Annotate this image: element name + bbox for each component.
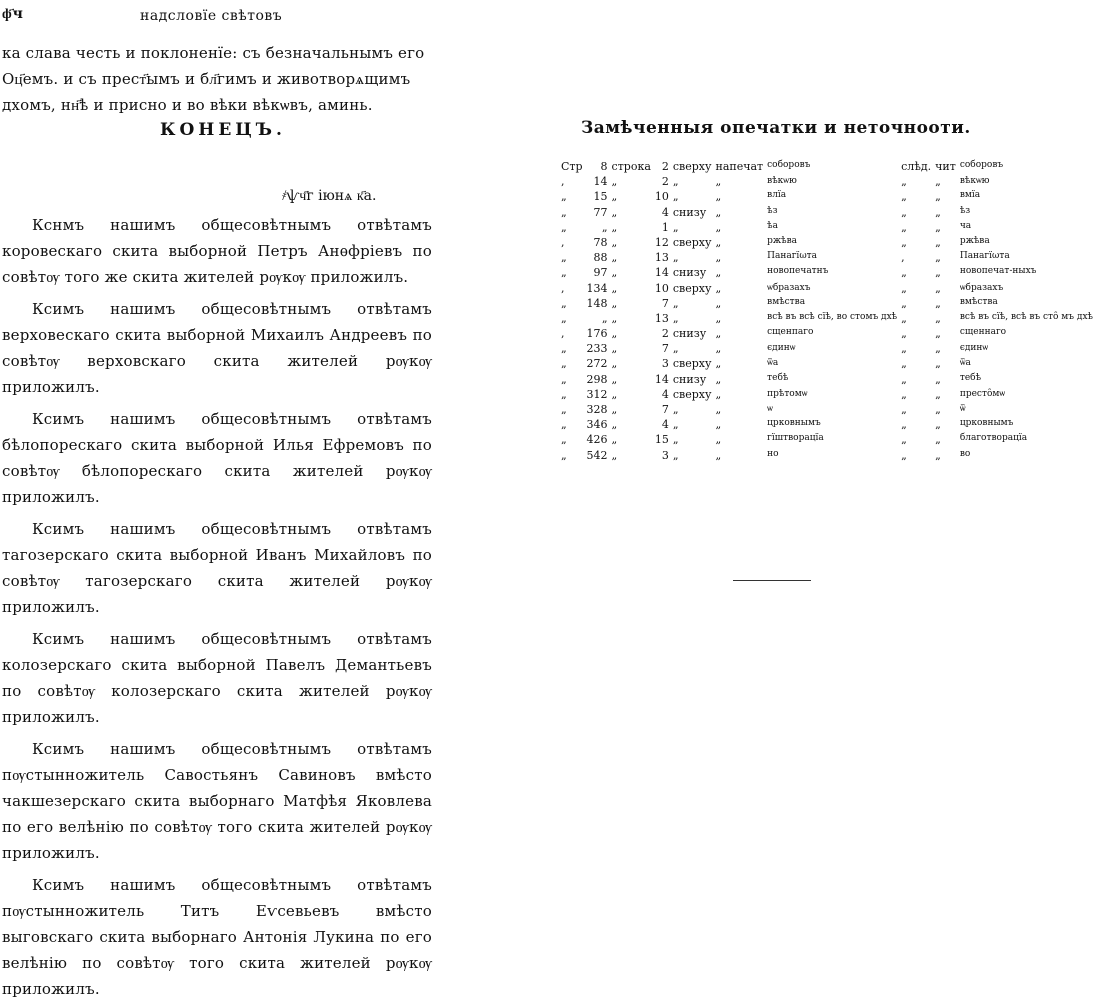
errata-cell: „ <box>672 311 679 325</box>
errata-cell: „ <box>715 175 722 189</box>
errata-cell: 13 <box>654 251 669 265</box>
errata-cell: „ <box>935 235 941 249</box>
errata-cell: влїа <box>767 190 787 201</box>
errata-cell: , <box>561 327 565 341</box>
errata-cell: престо̑мѡ <box>959 388 1006 399</box>
errata-cell: снизу <box>672 205 707 219</box>
errata-cell: 8 <box>600 160 608 173</box>
errata-cell: сверху <box>672 235 712 249</box>
errata-cell: гїштворацїа <box>767 433 824 444</box>
errata-cell: „ <box>611 205 618 219</box>
errata-cell: „ <box>715 327 722 341</box>
errata-cell: „ <box>935 281 941 295</box>
errata-cell: 12 <box>654 235 669 249</box>
errata-row <box>559 312 1095 327</box>
errata-cell: „ <box>935 372 941 386</box>
errata-cell: „ <box>672 433 679 447</box>
closing-doxology: ка слава честь и поклоненїе: съ безначальнымъ его Оц҃емъ. и съ прест҃ымъ и бл҃гимъ и животворѧщимъ дхомъ, нн҃ѣ и присно и во вѣки вѣкѡвъ, аминь. <box>2 44 425 114</box>
finis-heading: КОНЕЦЪ. <box>160 120 286 140</box>
errata-cell: 272 <box>586 357 608 371</box>
errata-cell: „ <box>611 251 618 265</box>
errata-cell: „ <box>561 190 567 204</box>
errata-cell: 77 <box>593 205 608 219</box>
errata-cell: новопечат-ныхъ <box>959 266 1037 277</box>
errata-cell: „ <box>935 251 941 265</box>
errata-cell: „ <box>672 296 679 310</box>
errata-cell: „ <box>611 281 618 295</box>
attestation-paragraph: Ксимъ нашимъ общесовѣтнымъ отвѣтамъ пѹстынножитель Савостьянъ Савиновъ вмѣсто чакшезерскаго скита выборнаго Матфѣя Яковлева по его велѣнію по совѣтѹ того скита жителей рѹкѹ приложилъ. <box>2 740 432 862</box>
errata-cell: чит <box>935 160 956 173</box>
errata-cell: „ <box>715 418 722 432</box>
errata-cell: „ <box>611 235 618 249</box>
errata-cell: „ <box>935 387 941 401</box>
errata-cell: строка <box>611 160 651 173</box>
errata-cell: „ <box>561 251 567 265</box>
errata-cell: „ <box>935 205 941 219</box>
errata-cell: „ <box>561 311 567 325</box>
errata-cell: „ <box>935 311 941 325</box>
errata-cell: сверху <box>672 357 712 371</box>
errata-cell: 346 <box>586 418 608 432</box>
errata-cell: 88 <box>593 251 608 265</box>
errata-cell: „ <box>935 327 941 341</box>
errata-cell: „ <box>901 266 907 280</box>
errata-cell: „ <box>561 448 567 462</box>
errata-cell: тебѣ <box>959 372 981 383</box>
errata-cell: „ <box>901 357 907 371</box>
errata-cell: 15 <box>593 190 608 204</box>
errata-cell: 1 <box>661 220 669 234</box>
errata-cell: „ <box>715 205 722 219</box>
errata-cell: снизу <box>672 372 707 386</box>
errata-cell: ржѣва <box>767 235 798 246</box>
errata-cell: „ <box>935 448 941 462</box>
errata-cell: 176 <box>586 327 608 341</box>
errata-cell: црковнымъ <box>767 418 821 429</box>
errata-cell: „ <box>611 357 618 371</box>
errata-cell: , <box>901 251 905 265</box>
errata-cell: 7 <box>661 296 669 310</box>
errata-cell: 4 <box>661 418 669 432</box>
errata-cell: „ <box>715 448 722 462</box>
errata-cell: ѡ <box>767 404 773 414</box>
errata-cell: „ <box>901 387 907 401</box>
errata-cell: 97 <box>593 266 608 280</box>
errata-cell: 15 <box>654 433 669 447</box>
errata-cell: „ <box>611 372 618 386</box>
errata-cell: 2 <box>661 175 669 189</box>
errata-cell: ѣа <box>767 220 778 231</box>
errata-cell: „ <box>611 342 618 356</box>
errata-cell: Панагїωта <box>767 251 817 262</box>
errata-cell: 10 <box>654 190 669 204</box>
errata-cell: 10 <box>654 281 669 295</box>
right-page <box>555 0 1093 753</box>
errata-cell: ѡбразахъ <box>767 282 811 293</box>
errata-row <box>559 403 1095 418</box>
errata-cell: „ <box>715 296 722 310</box>
errata-cell: „ <box>672 251 679 265</box>
errata-cell: всѣ въ всѣ сїѣ, во стомъ дхѣ <box>767 311 898 322</box>
folio-number: ф҃ч <box>2 6 24 22</box>
errata-row <box>559 221 1095 236</box>
errata-cell: „ <box>561 220 567 234</box>
errata-row <box>559 236 1095 251</box>
errata-cell: ѿ <box>959 404 966 414</box>
errata-cell: „ <box>935 342 941 356</box>
errata-cell: „ <box>715 357 722 371</box>
attestation-paragraph: Ксимъ нашимъ общесовѣтнымъ отвѣтамъ верховескаго скита выборной Михаилъ Андреевъ по совѣтѹ верховскаго скита жителей рѹкѹ приложилъ. <box>2 300 432 396</box>
errata-row <box>559 160 1095 175</box>
errata-cell: 148 <box>586 296 608 310</box>
errata-row <box>559 266 1095 281</box>
errata-cell: новопечатнъ <box>767 266 829 277</box>
errata-row <box>559 418 1095 433</box>
errata-cell: „ <box>561 296 567 310</box>
errata-cell: „ <box>561 266 567 280</box>
errata-row <box>559 251 1095 266</box>
errata-cell: „ <box>611 311 618 325</box>
errata-cell: „ <box>611 296 618 310</box>
errata-row <box>559 433 1095 448</box>
errata-cell: сверху <box>672 281 712 295</box>
errata-row <box>559 449 1095 464</box>
errata-row <box>559 206 1095 221</box>
errata-cell: „ <box>935 357 941 371</box>
errata-cell: „ <box>611 175 618 189</box>
errata-table <box>559 160 1095 464</box>
errata-cell: црковнымъ <box>959 418 1014 429</box>
errata-cell: „ <box>672 403 679 416</box>
errata-row <box>559 388 1095 403</box>
errata-cell: „ <box>715 433 722 447</box>
errata-row <box>559 327 1095 342</box>
attestation-paragraph: Ксимъ нашимъ общесовѣтнымъ отвѣтамъ тагозерскаго скита выборной Иванъ Михайловъ по совѣтѹ тагозерскаго скита жителей рѹкѹ приложилъ. <box>2 520 432 616</box>
errata-cell: „ <box>672 342 679 356</box>
errata-cell: 3 <box>661 357 669 371</box>
errata-cell: „ <box>901 433 907 447</box>
errata-row <box>559 373 1095 388</box>
errata-row <box>559 282 1095 297</box>
errata-cell: 7 <box>661 342 669 356</box>
errata-cell: 312 <box>586 387 608 401</box>
errata-cell: сщеннаго <box>959 327 1007 338</box>
errata-cell: „ <box>935 266 941 280</box>
errata-cell: соборовъ <box>959 160 1004 170</box>
errata-row <box>559 297 1095 312</box>
errata-cell: , <box>561 235 565 249</box>
errata-cell: „ <box>935 418 941 432</box>
date-line: ҂ѱч҃г іюнѧ к҃а. <box>282 188 377 204</box>
errata-cell: „ <box>561 387 567 401</box>
errata-cell: вѣкѡю <box>767 176 797 187</box>
errata-cell: „ <box>561 372 567 386</box>
errata-cell: „ <box>901 205 907 219</box>
errata-cell: „ <box>601 311 608 325</box>
errata-cell: „ <box>672 220 679 234</box>
errata-cell: „ <box>901 418 907 432</box>
errata-cell: „ <box>901 403 907 416</box>
errata-cell: снизу <box>672 327 707 341</box>
errata-cell: „ <box>561 205 567 219</box>
errata-cell: „ <box>901 448 907 462</box>
errata-row <box>559 357 1095 372</box>
errata-cell: „ <box>601 220 608 234</box>
errata-cell: „ <box>715 387 722 401</box>
errata-cell: прѣтомѡ <box>767 388 808 399</box>
attestation-paragraph: Ксимъ нашимъ общесовѣтнымъ отвѣтамъ бѣлопорескаго скита выборной Илья Ефремовъ по совѣтѹ бѣлопорескаго скита жителей рѹкѹ приложилъ. <box>2 410 432 506</box>
attestations <box>2 212 432 1008</box>
errata-cell: „ <box>611 190 618 204</box>
errata-cell: „ <box>935 296 941 310</box>
errata-cell: 426 <box>586 433 608 447</box>
errata-cell: сверху <box>672 387 712 401</box>
errata-cell: напечат <box>715 160 764 173</box>
errata-cell: „ <box>901 296 907 310</box>
errata-cell: ча <box>959 220 972 231</box>
errata-cell: „ <box>611 403 618 416</box>
errata-cell: „ <box>611 418 618 432</box>
errata-cell: тебѣ <box>767 372 789 383</box>
errata-cell: ѣз <box>767 205 778 216</box>
errata-cell: єдинѡ <box>767 343 796 354</box>
errata-cell: „ <box>901 342 907 356</box>
errata-cell: „ <box>901 372 907 386</box>
errata-cell: сщенпаго <box>767 327 814 338</box>
errata-cell: всѣ въ сїѣ, всѣ въ сто̑ мъ дхѣ <box>959 311 1093 322</box>
errata-cell: „ <box>901 235 907 249</box>
errata-cell: „ <box>561 357 567 371</box>
errata-cell: 233 <box>586 342 608 356</box>
attestation-paragraph: Кснмъ нашимъ общесовѣтнымъ отвѣтамъ коровескаго скита выборной Петръ Анѳфріевъ по совѣтѹ того же скита жителей рѹкѹ приложилъ. <box>2 216 432 286</box>
errata-cell: снизу <box>672 266 707 280</box>
errata-cell: но <box>767 448 779 459</box>
errata-cell: „ <box>715 266 722 280</box>
errata-cell: Панагїωта <box>959 251 1010 262</box>
errata-cell: „ <box>672 175 679 189</box>
errata-cell: „ <box>935 190 941 204</box>
errata-cell: соборовъ <box>767 160 811 170</box>
errata-cell: „ <box>901 190 907 204</box>
errata-cell: 14 <box>654 372 669 386</box>
errata-cell: 13 <box>654 311 669 325</box>
errata-cell: 134 <box>586 281 608 295</box>
errata-cell: „ <box>561 342 567 356</box>
errata-cell: „ <box>715 220 722 234</box>
errata-cell: 298 <box>586 372 608 386</box>
errata-cell: „ <box>672 418 679 432</box>
errata-cell: „ <box>672 190 679 204</box>
errata-cell: „ <box>715 281 722 295</box>
errata-cell: , <box>561 281 565 295</box>
errata-cell: 328 <box>586 403 608 416</box>
errata-cell: „ <box>561 433 567 447</box>
errata-row <box>559 175 1095 190</box>
errata-cell: 7 <box>661 403 669 416</box>
errata-cell: ѡбразахъ <box>959 282 1004 293</box>
errata-cell: „ <box>715 311 722 325</box>
end-rule <box>733 580 811 581</box>
attestation-paragraph: Ксимъ нашимъ общесовѣтнымъ отвѣтамъ колозерскаго скита выборной Павелъ Демантьевъ по совѣтѹ колозерскаго скита жителей рѹкѹ приложилъ. <box>2 630 432 726</box>
errata-cell: „ <box>611 433 618 447</box>
errata-cell: 2 <box>661 327 669 341</box>
running-head: надсловїе свѣтовъ <box>140 8 283 24</box>
errata-cell: ѿа <box>767 358 779 369</box>
errata-cell: 542 <box>586 448 608 462</box>
errata-cell: вмѣства <box>767 296 806 307</box>
errata-cell: „ <box>901 327 907 341</box>
errata-cell: „ <box>935 220 941 234</box>
errata-cell: „ <box>901 281 907 295</box>
errata-cell: „ <box>561 403 567 416</box>
errata-cell: „ <box>901 220 907 234</box>
left-page <box>0 0 440 998</box>
errata-cell: слѣд. <box>901 160 932 173</box>
errata-cell: „ <box>935 175 941 189</box>
errata-cell: „ <box>715 403 722 416</box>
errata-cell: сверху <box>672 160 712 173</box>
errata-cell: 2 <box>661 160 669 173</box>
errata-cell: вѣкѡю <box>959 176 990 187</box>
errata-cell: єдинѡ <box>959 343 989 354</box>
errata-cell: „ <box>935 433 941 447</box>
errata-cell: 3 <box>661 448 669 462</box>
errata-cell: „ <box>611 448 618 462</box>
errata-cell: вмїа <box>959 190 981 201</box>
errata-cell: „ <box>672 448 679 462</box>
errata-cell: , <box>561 175 565 189</box>
errata-cell: вмѣства <box>959 296 998 307</box>
errata-cell: „ <box>611 266 618 280</box>
errata-cell: „ <box>715 251 722 265</box>
errata-cell: „ <box>561 418 567 432</box>
errata-cell: ржѣва <box>959 235 990 246</box>
errata-cell: 4 <box>661 387 669 401</box>
errata-cell: „ <box>901 175 907 189</box>
errata-title: Замѣченныя опечатки и неточноoти. <box>581 118 971 138</box>
errata-cell: Стр <box>561 160 583 173</box>
errata-row <box>559 190 1095 205</box>
errata-cell: 14 <box>654 266 669 280</box>
errata-cell: „ <box>935 403 941 416</box>
errata-cell: „ <box>715 342 722 356</box>
errata-row <box>559 342 1095 357</box>
errata-cell: ѣз <box>959 205 971 216</box>
errata-cell: „ <box>611 327 618 341</box>
errata-cell: „ <box>715 235 722 249</box>
errata-cell: „ <box>715 372 722 386</box>
errata-cell: „ <box>901 311 907 325</box>
errata-cell: благотворацїа <box>959 433 1028 444</box>
errata-cell: 14 <box>593 175 608 189</box>
errata-cell: 78 <box>593 235 608 249</box>
errata-cell: „ <box>715 190 722 204</box>
errata-cell: ѿа <box>959 358 971 369</box>
errata-cell: „ <box>611 387 618 401</box>
attestation-paragraph: Ксимъ нашимъ общесовѣтнымъ отвѣтамъ пѹстынножитель Титъ Еѵсевьевъ вмѣсто выговскаго скита выборнаго Антонія Лукина по его велѣнію по совѣтѹ того скита жителей рѹкѹ приложилъ. <box>2 876 432 998</box>
errata-cell: 4 <box>661 205 669 219</box>
errata-cell: во <box>959 448 971 459</box>
errata-cell: „ <box>611 220 618 234</box>
